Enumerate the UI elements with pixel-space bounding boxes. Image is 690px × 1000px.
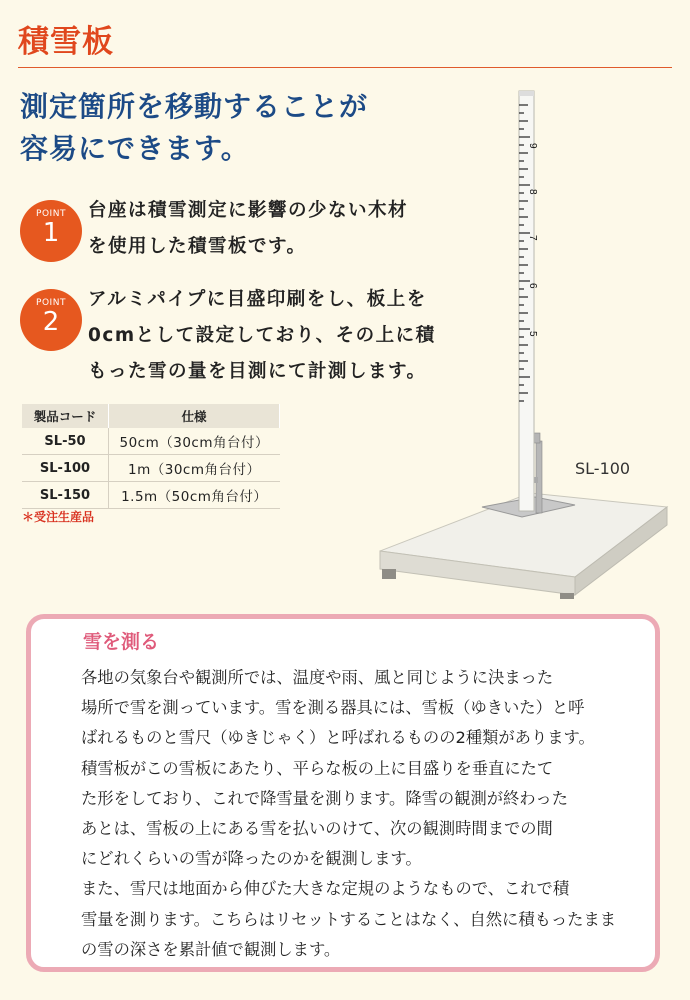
product-spec: 50cm（30cm角台付） xyxy=(109,428,280,455)
product-spec: 1.5m（50cm角台付） xyxy=(109,482,280,509)
scale-number: 7 xyxy=(527,235,538,241)
point-2-line: 0cmとして設定しており、その上に積 xyxy=(88,325,436,346)
title-divider xyxy=(18,67,672,68)
info-line: ばれるものと雪尺（ゆきじゃく）と呼ばれるものの2種類があります。 xyxy=(81,728,595,748)
info-line: た形をしており、これで降雪量を測ります。降雪の観測が終わった xyxy=(81,788,568,808)
point-badge-2 xyxy=(20,289,82,351)
table-row xyxy=(22,428,280,455)
point-1-line: 台座は積雪測定に影響の少ない木材 xyxy=(88,200,409,221)
info-line: 雪量を測ります。こちらはリセットすることはなく、自然に積もったまま xyxy=(81,909,617,929)
point-badge-label: POINT xyxy=(36,298,66,308)
headline-line-2: 容易にできます。 xyxy=(20,132,250,165)
point-badge-1 xyxy=(20,200,82,262)
info-box xyxy=(26,614,660,972)
product-spec: 1m（30cm角台付） xyxy=(109,455,280,482)
column-header-spec: 仕様 xyxy=(109,404,280,428)
info-line: 各地の気象台や観測所では、温度や雨、風と同じように決まった xyxy=(81,668,554,687)
page-title: 積雪板 xyxy=(18,24,114,60)
point-badge-label: POINT xyxy=(36,209,66,219)
headline-line-1: 測定箇所を移動することが xyxy=(20,90,369,123)
made-to-order-note: ＊受注生産品 xyxy=(22,510,95,524)
product-code: SL-100 xyxy=(22,455,109,482)
info-box-title: 雪を測る xyxy=(83,631,160,653)
info-line: の雪の深さを累計値で観測します。 xyxy=(81,939,341,959)
table-header-row xyxy=(22,404,280,428)
product-label: SL-100 xyxy=(575,459,631,478)
info-line: あとは、雪板の上にある雪を払いのけて、次の観測時間までの間 xyxy=(81,819,553,839)
headline xyxy=(20,86,368,170)
info-line: また、雪尺は地面から伸びた大きな定規のようなもので、これで積 xyxy=(81,879,570,899)
point-2-text xyxy=(88,282,436,390)
product-code: SL-50 xyxy=(22,428,109,455)
info-line: 場所で雪を測っています。雪を測る器具には、雪板（ゆきいた）と呼 xyxy=(81,698,585,718)
product-code: SL-150 xyxy=(22,482,109,509)
table-row xyxy=(22,455,280,482)
info-line: にどれくらいの雪が降ったのかを観測します。 xyxy=(81,849,422,869)
point-1-line: を使用した積雪板です。 xyxy=(88,236,307,257)
point-badge-number: 1 xyxy=(42,218,60,248)
scale-number: 8 xyxy=(527,189,538,195)
point-2-line: アルミパイプに目盛印刷をし、板上を xyxy=(88,289,427,310)
scale-number: 9 xyxy=(527,143,538,149)
info-box-body xyxy=(81,663,641,965)
info-line: 積雪板がこの雪板にあたり、平らな板の上に目盛りを垂直にたて xyxy=(81,758,554,778)
table-row xyxy=(22,482,280,509)
scale-number: 5 xyxy=(527,331,538,337)
point-2-line: もった雪の量を目測にて計測します。 xyxy=(88,361,427,382)
spec-table xyxy=(22,404,280,509)
point-badge-number: 2 xyxy=(42,307,60,337)
column-header-code: 製品コード xyxy=(22,404,109,428)
scale-number: 6 xyxy=(527,283,538,289)
point-1-text xyxy=(88,193,408,265)
